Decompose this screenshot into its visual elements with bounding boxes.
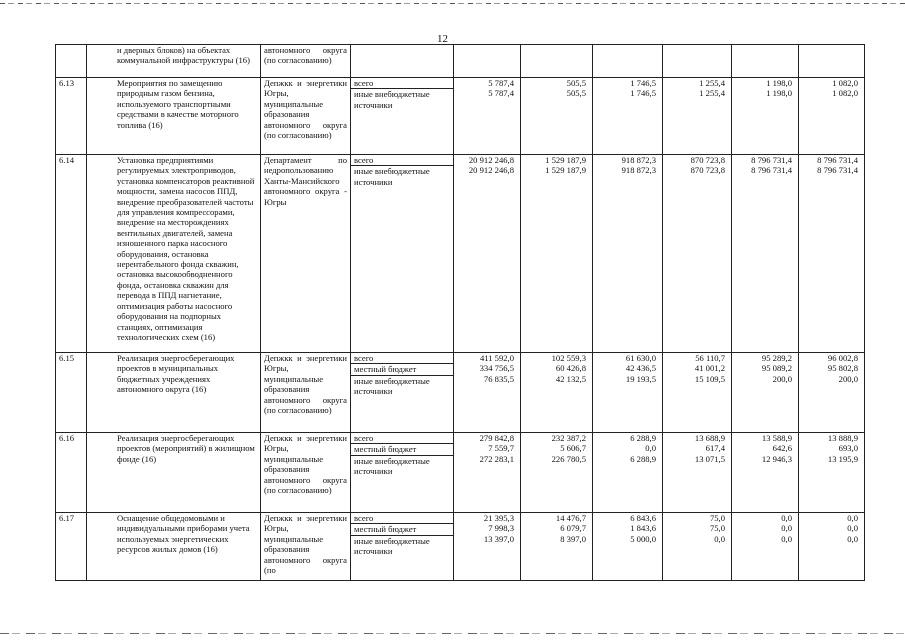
amount-value: 20 912 246,8: [468, 165, 514, 176]
measure-name: Оснащение общедомовыми и индивидуальными приборами учета используемых энергетических ресурсов жилых домов (16): [87, 513, 261, 581]
funding-source-label: иные внебюджетные источники: [354, 535, 430, 557]
table-row: [56, 78, 865, 155]
amount-value: 272 283,1: [479, 453, 514, 464]
amount-value: 102 559,3: [551, 353, 586, 363]
amount-cell: [454, 155, 521, 353]
amount-cell: [521, 353, 593, 433]
amount-value: 8 796 731,4: [817, 165, 858, 176]
amount-value: 6 079,7: [560, 523, 586, 534]
responsible-executor: Депжкк и энергетики Югры, муниципальные образования автономного округа (по согласованию): [261, 433, 351, 513]
amount-cell: [663, 513, 732, 581]
amount-value: 42 132,5: [555, 373, 586, 384]
amount-cell: [593, 433, 663, 513]
funding-source-label: всего: [351, 513, 453, 524]
amount-value: 5 787,4: [488, 78, 514, 88]
scan-edge-top: [0, 3, 905, 4]
amount-value: 870 723,8: [690, 155, 725, 165]
table-row: [56, 513, 865, 581]
amount-cell: [454, 513, 521, 581]
amount-cell: [454, 353, 521, 433]
item-number: 6.16: [56, 433, 87, 513]
amount-value: 56 110,7: [695, 353, 725, 363]
amount-value: 693,0: [838, 443, 858, 454]
amount-value: 8 397,0: [560, 533, 586, 544]
responsible-executor: Депжкк и энергетики Югры, муниципальные образования автономного округа (по: [261, 513, 351, 581]
amount-value: 14 476,7: [555, 513, 586, 523]
amount-value: 8 796 731,4: [817, 155, 858, 165]
amount-value: 5 787,4: [488, 88, 514, 99]
measure-name: Реализация энергосберегающих проектов (мероприятий) в жилищном фонде (16): [87, 433, 261, 513]
table-row: [56, 433, 865, 513]
amount-cell: [799, 78, 865, 155]
amount-value: 1 082,0: [832, 78, 858, 88]
amount-value: 12 946,3: [761, 453, 792, 464]
amount-cell: [799, 155, 865, 353]
amount-value: 505,5: [566, 78, 586, 88]
table-body: [56, 45, 865, 581]
amount-value: 411 592,0: [479, 353, 514, 363]
funding-sources: [351, 353, 454, 433]
amount-value: 334 756,5: [479, 363, 514, 374]
amount-value: 21 395,3: [483, 513, 514, 523]
amount-value: 0,0: [781, 513, 792, 523]
amount-cell: [732, 78, 799, 155]
measure-name: Мероприятия по замещению природным газом бензина, используемого транспортными средствами в качестве моторного топлива (16): [87, 78, 261, 155]
funding-sources: [351, 78, 454, 155]
amount-value: 1 529 187,9: [545, 155, 586, 165]
responsible-executor: Депжкк и энергетики Югры, муниципальные образования автономного округа (по согласованию): [261, 78, 351, 155]
amount-value: 95 089,2: [761, 363, 792, 374]
amount-value: 1 198,0: [766, 88, 792, 99]
responsible-executor: Депжкк и энергетики Югры, муниципальные образования автономного округа (по согласованию): [261, 353, 351, 433]
measure-name: и дверных блоков) на объектах коммунальной инфраструктуры (16): [87, 45, 261, 78]
amount-cell: [799, 433, 865, 513]
amount-value: 505,5: [566, 88, 586, 99]
amount-cell: [454, 45, 521, 78]
amount-value: 232 387,2: [551, 433, 586, 443]
amount-cell: [663, 45, 732, 78]
amount-value: 1 082,0: [832, 88, 858, 99]
amount-value: 7 998,3: [488, 523, 514, 534]
amount-value: 15 109,5: [694, 373, 725, 384]
amount-cell: [663, 353, 732, 433]
item-number: 6.15: [56, 353, 87, 433]
amount-cell: [732, 45, 799, 78]
amount-value: 0,0: [781, 523, 792, 534]
amount-cell: [521, 433, 593, 513]
amount-cell: [521, 78, 593, 155]
amount-value: 13 588,9: [761, 433, 792, 443]
amount-value: 41 001,2: [694, 363, 725, 374]
amount-cell: [799, 353, 865, 433]
amount-value: 95 289,2: [761, 353, 792, 363]
amount-value: 279 842,8: [479, 433, 514, 443]
amount-value: 1 255,4: [699, 88, 725, 99]
amount-value: 226 780,5: [551, 453, 586, 464]
amount-value: 6 288,9: [630, 433, 656, 443]
amount-cell: [732, 353, 799, 433]
amount-value: 5 000,0: [630, 533, 656, 544]
funding-source-label: иные внебюджетные источники: [354, 375, 430, 397]
responsible-executor: Департамент по недропользованию Ханты-Мансийского автономного округа - Югры: [261, 155, 351, 353]
amount-cell: [799, 45, 865, 78]
amount-value: 1 198,0: [766, 78, 792, 88]
amount-value: 0,0: [714, 533, 725, 544]
amount-cell: [732, 155, 799, 353]
amount-cell: [663, 78, 732, 155]
amount-value: 918 872,3: [621, 165, 656, 176]
item-number: 6.17: [56, 513, 87, 581]
amount-value: 8 796 731,4: [751, 155, 792, 165]
amount-value: 13 195,9: [827, 453, 858, 464]
amount-cell: [663, 433, 732, 513]
amount-value: 7 559,7: [488, 443, 514, 454]
funding-source-label: местный бюджет: [351, 444, 453, 455]
amount-value: 1 529 187,9: [545, 165, 586, 176]
amount-value: 0,0: [645, 443, 656, 454]
funding-source-label: всего: [351, 155, 453, 166]
amount-value: 8 796 731,4: [751, 165, 792, 176]
amount-value: 5 606,7: [560, 443, 586, 454]
funding-source-label: иные внебюджетные источники: [354, 455, 430, 477]
amount-value: 200,0: [838, 373, 858, 384]
funding-source-label: всего: [351, 353, 453, 364]
table-row: [56, 353, 865, 433]
amount-value: 0,0: [847, 523, 858, 534]
amount-value: 617,4: [705, 443, 725, 454]
amount-value: 870 723,8: [690, 165, 725, 176]
amount-value: 0,0: [847, 533, 858, 544]
amount-cell: [732, 433, 799, 513]
amount-cell: [799, 513, 865, 581]
amount-cell: [593, 513, 663, 581]
funding-source-label: всего: [351, 433, 453, 444]
funding-sources: [351, 433, 454, 513]
amount-value: 642,6: [772, 443, 792, 454]
measure-name: Установка предприятиями регулируемых электроприводов, установка компенсаторов реактивной мощности, замена насосов ППД, внедрение преобразователей частоты для управления компрессорами, внедрение на месторождениях вентильных двигателей, замена изношенного парка насосного оборудования, остановка нерентабельного фонда скважин, остановка высокообводненного фонда, остановка скважин для перевода в ППД нагнетание, оптимизация работы насосного оборудования на подпорных станциях, оптимизация технологических схем (16): [87, 155, 261, 353]
amount-value: 6 288,9: [630, 453, 656, 464]
amount-value: 96 002,8: [827, 353, 858, 363]
amount-value: 1 255,4: [699, 78, 725, 88]
amount-value: 13 688,9: [694, 433, 725, 443]
amount-cell: [593, 155, 663, 353]
amount-cell: [521, 513, 593, 581]
funding-source-label: местный бюджет: [351, 364, 453, 375]
funding-sources: [351, 155, 454, 353]
amount-value: 60 426,8: [555, 363, 586, 374]
amount-cell: [454, 78, 521, 155]
amount-value: 13 888,9: [827, 433, 858, 443]
funding-sources: [351, 45, 454, 78]
scan-edge-bottom: [0, 633, 905, 634]
amount-value: 75,0: [709, 513, 725, 523]
amount-cell: [593, 353, 663, 433]
amount-value: 13 397,0: [483, 533, 514, 544]
table-row: [56, 155, 865, 353]
amount-cell: [593, 45, 663, 78]
funding-source-label: иные внебюджетные источники: [354, 166, 430, 187]
amount-value: 0,0: [847, 513, 858, 523]
measure-name: Реализация энергосберегающих проектов в муниципальных бюджетных учреждениях автономного округа (16): [87, 353, 261, 433]
item-number: 6.14: [56, 155, 87, 353]
amount-value: 13 071,5: [694, 453, 725, 464]
amount-value: 0,0: [781, 533, 792, 544]
amount-value: 20 912 246,8: [468, 155, 514, 165]
amount-value: 19 193,5: [625, 373, 656, 384]
amount-cell: [521, 45, 593, 78]
amount-value: 75,0: [709, 523, 725, 534]
amount-value: 1 746,5: [630, 88, 656, 99]
amount-value: 1 746,5: [630, 78, 656, 88]
funding-source-label: местный бюджет: [351, 524, 453, 535]
amount-value: 95 802,8: [827, 363, 858, 374]
amount-value: 200,0: [772, 373, 792, 384]
amount-cell: [732, 513, 799, 581]
amount-value: 1 843,6: [630, 523, 656, 534]
program-table: [55, 44, 865, 581]
amount-value: 76 835,5: [483, 373, 514, 384]
amount-value: 6 843,6: [630, 513, 656, 523]
item-number: [56, 45, 87, 78]
responsible-executor: автономного округа (по согласованию): [261, 45, 351, 78]
amount-value: 61 630,0: [625, 353, 656, 363]
table-row: [56, 45, 865, 78]
amount-cell: [663, 155, 732, 353]
amount-cell: [454, 433, 521, 513]
funding-sources: [351, 513, 454, 581]
amount-value: 42 436,5: [625, 363, 656, 374]
funding-source-label: иные внебюджетные источники: [354, 89, 430, 110]
amount-value: 918 872,3: [621, 155, 656, 165]
funding-source-label: всего: [351, 78, 453, 89]
page-number: 12: [437, 33, 448, 45]
item-number: 6.13: [56, 78, 87, 155]
amount-cell: [593, 78, 663, 155]
amount-cell: [521, 155, 593, 353]
